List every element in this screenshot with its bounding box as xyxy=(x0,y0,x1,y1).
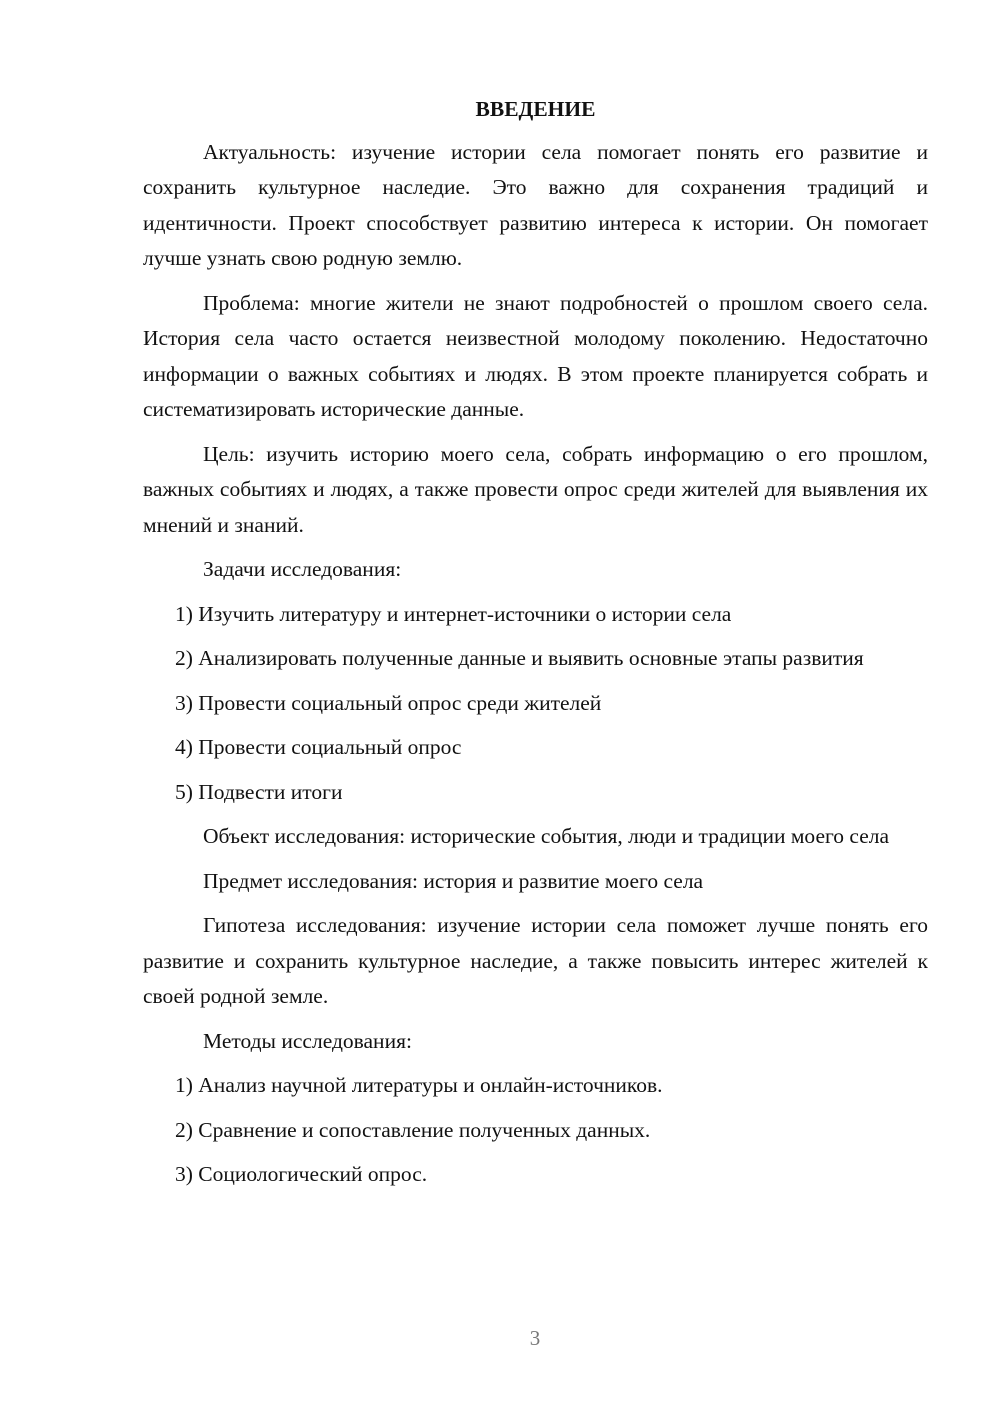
page-number: 3 xyxy=(529,1326,541,1350)
section-title: ВВЕДЕНИЕ xyxy=(475,97,596,121)
task-item: 2) Анализировать полученные данные и выявить основные этапы развития xyxy=(175,646,864,670)
task-item: 5) Подвести итоги xyxy=(175,779,343,804)
method-item: 1) Анализ научной литературы и онлайн-источников. xyxy=(175,1073,663,1097)
hypothesis-paragraph: Гипотеза исследования: изучение истории села поможет лучше понять его развитие и сохранить культурное наследие, а также повысить интерес жителей к своей родной земле. xyxy=(143,913,928,1008)
task-item: 1) Изучить литературу и интернет-источники о истории села xyxy=(175,601,732,626)
tasks-heading: Задачи исследования: xyxy=(203,557,402,581)
relevance-paragraph: Актуальность: изучение истории села помогает понять его развитие и сохранить культурное наследие. Это важно для сохранения традиций и идентичности. Проект способствует развитию интереса к истории. Он помогает лучше узнать свою родную землю. xyxy=(143,139,928,270)
method-item: 3) Социологический опрос. xyxy=(175,1162,428,1186)
methods-heading: Методы исследования: xyxy=(203,1028,412,1053)
task-item: 3) Провести социальный опрос среди жителей xyxy=(175,690,602,715)
goal-paragraph: Цель: изучить историю моего села, собрать информацию о его прошлом, важных событиях и людях, а также провести опрос среди жителей для выявления их мнений и знаний. xyxy=(143,441,928,537)
document-page xyxy=(143,92,928,1202)
subject-paragraph: Предмет исследования: история и развитие моего села xyxy=(203,868,704,893)
problem-paragraph: Проблема: многие жители не знают подробностей о прошлом своего села. История села часто остается неизвестной молодому поколению. Недостаточно информации о важных событиях и людях. В этом проекте планируется собрать и систематизировать исторические данные. xyxy=(143,290,928,421)
method-item: 2) Сравнение и сопоставление полученных данных. xyxy=(175,1117,651,1142)
object-paragraph: Объект исследования: исторические события, люди и традиции моего села xyxy=(203,824,890,848)
task-item: 4) Провести социальный опрос xyxy=(175,735,462,759)
